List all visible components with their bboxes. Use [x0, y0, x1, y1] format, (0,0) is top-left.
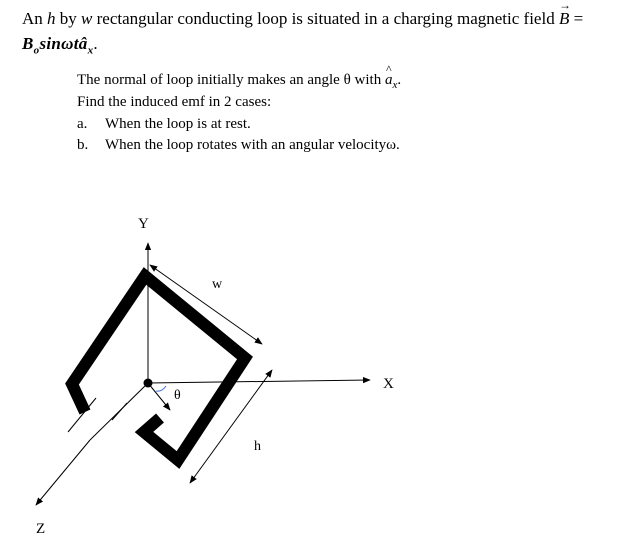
case-a: a. When the loop is at rest.: [77, 116, 251, 132]
problem-line-1: An h by w rectangular conducting loop is situated in a charging magnetic field → B =: [22, 0, 584, 28]
y-axis-label: Y: [138, 216, 149, 232]
paragraph-normal-angle: The normal of loop initially makes an angle θ with ^ $a_x$.: [77, 62, 402, 91]
theta-arc: [156, 386, 166, 391]
h-label: h: [254, 439, 261, 454]
paragraph-find-emf: Find the induced emf in 2 cases:: [77, 94, 272, 110]
normal-vector: [148, 383, 170, 410]
problem-line-2: $B_o\sin\omega tâ_x$.: [22, 34, 98, 57]
x-axis-label: X: [383, 376, 394, 392]
theta-label: θ: [174, 388, 181, 403]
case-b: b. When the loop rotates with an angular velocityω.: [77, 137, 400, 153]
z-axis-label: Z: [36, 521, 46, 537]
w-label: w: [212, 277, 223, 292]
loop-gap-line-2: [112, 403, 127, 420]
z-axis-lower: [36, 440, 90, 505]
x-axis: [148, 380, 370, 383]
